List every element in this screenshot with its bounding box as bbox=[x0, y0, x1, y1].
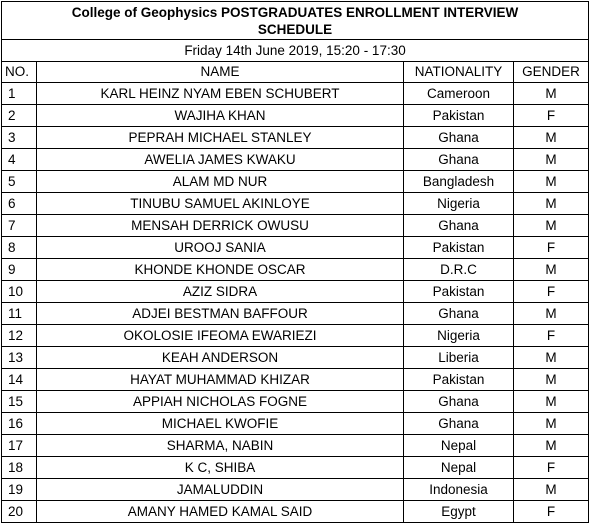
row-gender: M bbox=[514, 479, 589, 501]
row-number: 10 bbox=[2, 281, 37, 303]
row-name: WAJIHA KHAN bbox=[37, 105, 404, 127]
row-nationality: Pakistan bbox=[404, 105, 514, 127]
row-nationality: Nigeria bbox=[404, 325, 514, 347]
row-nationality: Pakistan bbox=[404, 369, 514, 391]
table-row bbox=[2, 149, 589, 171]
row-nationality: Nepal bbox=[404, 435, 514, 457]
table-row bbox=[2, 127, 589, 149]
row-gender: M bbox=[514, 259, 589, 281]
row-number: 16 bbox=[2, 413, 37, 435]
row-nationality: Pakistan bbox=[404, 281, 514, 303]
table-row bbox=[2, 237, 589, 259]
row-number: 11 bbox=[2, 303, 37, 325]
row-gender: F bbox=[514, 501, 589, 523]
row-name: MENSAH DERRICK OWUSU bbox=[37, 215, 404, 237]
row-gender: M bbox=[514, 171, 589, 193]
table-row bbox=[2, 435, 589, 457]
table-row bbox=[2, 369, 589, 391]
table-row bbox=[2, 347, 589, 369]
header-name: NAME bbox=[37, 62, 404, 83]
table-row bbox=[2, 501, 589, 523]
row-name: ADJEI BESTMAN BAFFOUR bbox=[37, 303, 404, 325]
row-number: 19 bbox=[2, 479, 37, 501]
schedule-rows bbox=[2, 83, 589, 523]
date-row bbox=[2, 40, 589, 62]
row-name: UROOJ SANIA bbox=[37, 237, 404, 259]
row-gender: M bbox=[514, 391, 589, 413]
row-number: 14 bbox=[2, 369, 37, 391]
row-number: 13 bbox=[2, 347, 37, 369]
title-line-1: College of Geophysics POSTGRADUATES ENROLLMENT INTERVIEW bbox=[71, 5, 519, 20]
table-row bbox=[2, 413, 589, 435]
row-number: 9 bbox=[2, 259, 37, 281]
table-row bbox=[2, 171, 589, 193]
table-row bbox=[2, 83, 589, 105]
row-gender: M bbox=[514, 413, 589, 435]
row-number: 2 bbox=[2, 105, 37, 127]
row-name: KARL HEINZ NYAM EBEN SCHUBERT bbox=[37, 83, 404, 105]
row-number: 15 bbox=[2, 391, 37, 413]
table-row bbox=[2, 259, 589, 281]
row-nationality: Indonesia bbox=[404, 479, 514, 501]
row-gender: F bbox=[514, 105, 589, 127]
header-gender: GENDER bbox=[514, 62, 589, 83]
row-nationality: Ghana bbox=[404, 149, 514, 171]
row-name: AZIZ SIDRA bbox=[37, 281, 404, 303]
row-number: 4 bbox=[2, 149, 37, 171]
row-number: 7 bbox=[2, 215, 37, 237]
table-row bbox=[2, 479, 589, 501]
row-nationality: Ghana bbox=[404, 413, 514, 435]
table-row bbox=[2, 391, 589, 413]
row-number: 3 bbox=[2, 127, 37, 149]
row-name: AWELIA JAMES KWAKU bbox=[37, 149, 404, 171]
row-gender: F bbox=[514, 281, 589, 303]
table-row bbox=[2, 281, 589, 303]
row-nationality: Nigeria bbox=[404, 193, 514, 215]
row-number: 20 bbox=[2, 501, 37, 523]
header-row bbox=[2, 62, 589, 83]
table-row bbox=[2, 215, 589, 237]
row-nationality: Egypt bbox=[404, 501, 514, 523]
row-gender: F bbox=[514, 325, 589, 347]
row-nationality: Ghana bbox=[404, 303, 514, 325]
row-gender: M bbox=[514, 347, 589, 369]
title-row bbox=[2, 2, 589, 40]
schedule-date: Friday 14th June 2019, 15:20 - 17:30 bbox=[2, 40, 589, 62]
row-name: JAMALUDDIN bbox=[37, 479, 404, 501]
row-gender: M bbox=[514, 215, 589, 237]
row-gender: M bbox=[514, 193, 589, 215]
row-number: 12 bbox=[2, 325, 37, 347]
row-number: 17 bbox=[2, 435, 37, 457]
interview-schedule-table bbox=[1, 1, 589, 523]
row-gender: F bbox=[514, 237, 589, 259]
row-name: MICHAEL KWOFIE bbox=[37, 413, 404, 435]
row-name: OKOLOSIE IFEOMA EWARIEZI bbox=[37, 325, 404, 347]
row-gender: M bbox=[514, 83, 589, 105]
row-number: 5 bbox=[2, 171, 37, 193]
row-nationality: Bangladesh bbox=[404, 171, 514, 193]
row-nationality: Ghana bbox=[404, 127, 514, 149]
row-number: 8 bbox=[2, 237, 37, 259]
header-nationality: NATIONALITY bbox=[404, 62, 514, 83]
row-gender: M bbox=[514, 149, 589, 171]
row-number: 1 bbox=[2, 83, 37, 105]
row-nationality: Ghana bbox=[404, 391, 514, 413]
row-gender: M bbox=[514, 303, 589, 325]
row-gender: M bbox=[514, 369, 589, 391]
row-nationality: Liberia bbox=[404, 347, 514, 369]
row-name: TINUBU SAMUEL AKINLOYE bbox=[37, 193, 404, 215]
table-row bbox=[2, 193, 589, 215]
schedule-title bbox=[2, 2, 589, 40]
row-number: 18 bbox=[2, 457, 37, 479]
table-row bbox=[2, 457, 589, 479]
row-name: PEPRAH MICHAEL STANLEY bbox=[37, 127, 404, 149]
row-gender: F bbox=[514, 457, 589, 479]
row-nationality: Ghana bbox=[404, 215, 514, 237]
row-gender: M bbox=[514, 127, 589, 149]
title-line-2: SCHEDULE bbox=[257, 22, 333, 37]
row-nationality: Pakistan bbox=[404, 237, 514, 259]
row-nationality: D.R.C bbox=[404, 259, 514, 281]
header-no: NO. bbox=[2, 62, 37, 83]
table-row bbox=[2, 105, 589, 127]
row-name: HAYAT MUHAMMAD KHIZAR bbox=[37, 369, 404, 391]
row-nationality: Nepal bbox=[404, 457, 514, 479]
table-row bbox=[2, 325, 589, 347]
row-name: KHONDE KHONDE OSCAR bbox=[37, 259, 404, 281]
row-nationality: Cameroon bbox=[404, 83, 514, 105]
row-name: APPIAH NICHOLAS FOGNE bbox=[37, 391, 404, 413]
row-name: AMANY HAMED KAMAL SAID bbox=[37, 501, 404, 523]
row-name: ALAM MD NUR bbox=[37, 171, 404, 193]
row-gender: M bbox=[514, 435, 589, 457]
row-name: K C, SHIBA bbox=[37, 457, 404, 479]
row-number: 6 bbox=[2, 193, 37, 215]
row-name: SHARMA, NABIN bbox=[37, 435, 404, 457]
row-name: KEAH ANDERSON bbox=[37, 347, 404, 369]
table-row bbox=[2, 303, 589, 325]
